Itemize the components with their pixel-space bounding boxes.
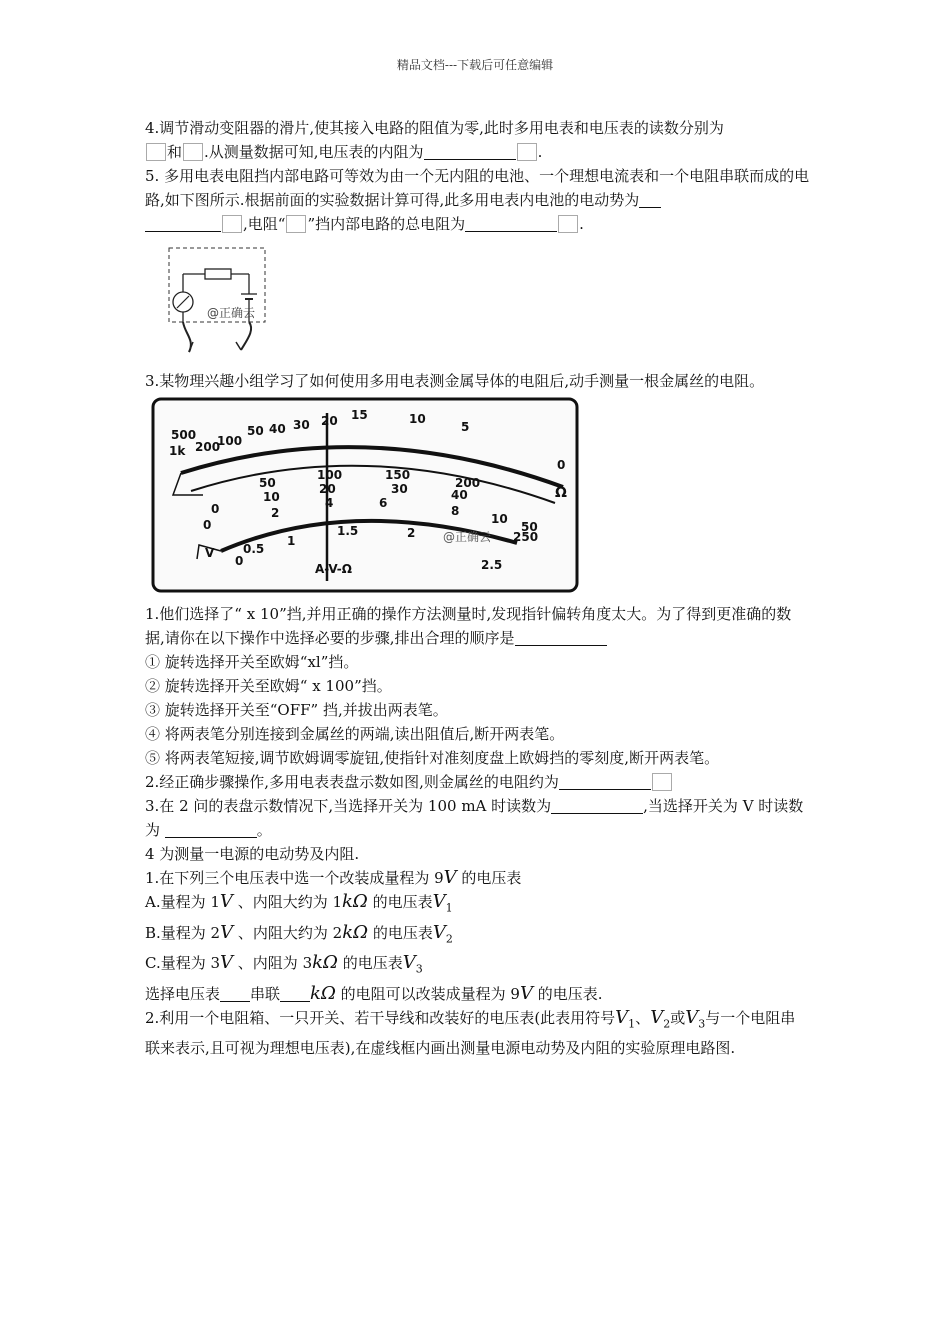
svg-text:10: 10	[409, 412, 426, 426]
question-3-intro: 3.某物理兴趣小组学习了如何使用多用电表测金属导体的电阻后,动手测量一根金属丝的电阻。	[145, 372, 765, 390]
svg-text:40: 40	[269, 422, 286, 436]
answer-blank[interactable]	[145, 215, 221, 232]
para-step4-line1: 4.调节滑动变阻器的滑片,使其接入电路的阻值为零,此时多用电表和电压表的读数分别为	[145, 119, 724, 137]
svg-text:20: 20	[321, 414, 338, 428]
step-5: ⑤ 将两表笔短接,调节欧姆调零旋钮,使指针对准刻度盘上欧姆挡的零刻度,断开两表笔。	[145, 749, 720, 767]
svg-text:30: 30	[391, 482, 408, 496]
svg-text:20: 20	[319, 482, 336, 496]
watermark-text: @正确云	[443, 530, 492, 544]
answer-blank[interactable]	[165, 821, 257, 838]
svg-text:200: 200	[195, 440, 221, 454]
image-placeholder-icon	[146, 143, 166, 161]
image-placeholder-icon	[222, 215, 242, 233]
svg-text:150: 150	[385, 468, 411, 482]
question-1: 1.他们选择了“ x 10”挡,并用正确的操作方法测量时,发现指针偏转角度太大。为了得到更准确的数据,请你在以下操作中选择必要的步骤,排出合理的顺序是	[145, 605, 792, 647]
para-step5-line3: ,电阻“ ”挡内部电路的总电阻为 .	[145, 212, 810, 236]
answer-blank[interactable]	[559, 773, 651, 790]
svg-text:40: 40	[451, 488, 468, 502]
svg-text:500: 500	[171, 428, 197, 442]
watermark-text: @正确云	[207, 306, 256, 320]
option-a: A.量程为 1V 、内阻大约为 1kΩ 的电压表$V_1$	[145, 891, 453, 915]
svg-text:50: 50	[259, 476, 276, 490]
svg-text:10: 10	[491, 512, 508, 526]
option-c: C.量程为 3V 、内阻为 3kΩ 的电压表$V_3$	[145, 952, 423, 976]
svg-text:1: 1	[287, 534, 296, 548]
svg-text:2.5: 2.5	[481, 558, 503, 572]
answer-blank[interactable]	[551, 797, 643, 814]
para-step4-line2: 和 .从测量数据可知,电压表的内阻为 .	[145, 140, 810, 164]
document-body	[145, 116, 810, 1060]
svg-text:0: 0	[557, 458, 566, 472]
svg-text:0: 0	[235, 554, 244, 568]
multimeter-dial	[151, 395, 581, 595]
svg-text:10: 10	[263, 490, 280, 504]
svg-text:100: 100	[317, 468, 343, 482]
image-placeholder-icon	[183, 143, 203, 161]
svg-text:V: V	[205, 546, 215, 560]
resistor-icon	[205, 269, 231, 279]
answer-blank[interactable]	[280, 985, 310, 1002]
answer-blank[interactable]	[639, 191, 661, 208]
circuit-diagram	[145, 244, 275, 356]
question-3: 3.在 2 问的表盘示数情况下,当选择开关为 100 mA 时读数为 ,当选择开关为 V 时读数为 。	[145, 797, 804, 839]
svg-text:200: 200	[455, 476, 481, 490]
svg-text:250: 250	[513, 530, 539, 544]
answer-blank[interactable]	[515, 629, 607, 646]
svg-text:Ω: Ω	[555, 485, 567, 501]
svg-text:A-V-Ω: A-V-Ω	[315, 562, 352, 576]
svg-text:100: 100	[217, 434, 243, 448]
question-4-2: 2.利用一个电阻箱、一只开关、若干导线和改装好的电压表(此表用符号$V_1$、$V_2$或$V_3$与一个电阻串联来表示,且可视为理想电压表),在虚线框内画出测量电源电动势及内阻的实验原理电路图.	[145, 1006, 796, 1058]
step-4: ④ 将两表笔分别连接到金属丝的两端,读出阻值后,断开两表笔。	[145, 725, 565, 743]
svg-text:50: 50	[247, 424, 264, 438]
question-2: 2.经正确步骤操作,多用电表表盘示数如图,则金属丝的电阻约为	[145, 770, 810, 794]
svg-text:1k: 1k	[169, 444, 186, 458]
svg-text:5: 5	[461, 420, 470, 434]
svg-text:50: 50	[521, 520, 538, 534]
svg-text:15: 15	[351, 408, 368, 422]
step-1: ① 旋转选择开关至欧姆“xl”挡。	[145, 653, 359, 671]
answer-blank[interactable]	[465, 215, 557, 232]
svg-text:0: 0	[203, 518, 212, 532]
step-2: ② 旋转选择开关至欧姆“ x 100”挡。	[145, 677, 392, 695]
svg-text:0: 0	[211, 502, 220, 516]
image-placeholder-icon	[286, 215, 306, 233]
question-4-1: 1.在下列三个电压表中选一个改装成量程为 9V 的电压表	[145, 867, 522, 888]
svg-text:6: 6	[379, 496, 388, 510]
answer-blank[interactable]	[424, 143, 516, 160]
page-header: 精品文档---下载后可任意编辑	[396, 58, 554, 72]
svg-text:2: 2	[271, 506, 280, 520]
step-3: ③ 旋转选择开关至“OFF” 挡,并拔出两表笔。	[145, 701, 448, 719]
image-placeholder-icon	[517, 143, 537, 161]
selection-line: 选择电压表 串联 kΩ 的电阻可以改装成量程为 9V 的电压表.	[145, 982, 603, 1004]
circuit-figure	[145, 244, 810, 363]
svg-text:1.5: 1.5	[337, 524, 359, 538]
multimeter-dial-figure	[151, 395, 810, 602]
svg-text:0.5: 0.5	[243, 542, 265, 556]
question-4-title: 4 为测量一电源的电动势及内阻.	[145, 845, 360, 863]
answer-blank[interactable]	[220, 985, 250, 1002]
option-b: B.量程为 2V 、内阻大约为 2kΩ 的电压表$V_2$	[145, 921, 453, 946]
svg-text:8: 8	[451, 504, 460, 518]
image-placeholder-icon	[558, 215, 578, 233]
svg-text:4: 4	[325, 496, 334, 510]
para-step5: 5. 多用电表电阻挡内部电路可等效为由一个无内阻的电池、一个理想电流表和一个电阻串联而成的电路,如下图所示.根据前面的实验数据计算可得,此多用电表内电池的电动势为	[145, 167, 810, 209]
svg-text:30: 30	[293, 418, 310, 432]
image-placeholder-icon	[652, 773, 672, 791]
svg-text:2: 2	[407, 526, 416, 540]
